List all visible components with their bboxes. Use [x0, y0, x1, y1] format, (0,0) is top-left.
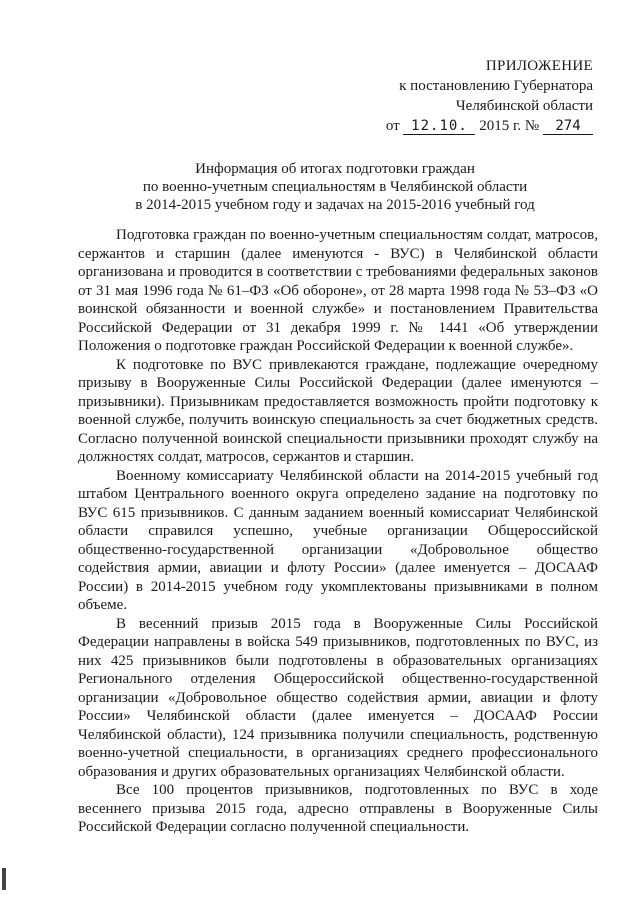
appendix-line-2: Челябинской области: [455, 98, 593, 114]
document-title: [100, 160, 570, 214]
paragraph-2: К подготовке по ВУС привлекаются граждане, подлежащие очередному призыву в Вооруженные Силы Российской Федерации (далее именуются – призывники). Призывникам предоставляется возможность пройти подготовку к военной службе, получить воинскую специальность за счет бюджетных средств. Согласно полученной воинской специальности призывники проходят службу на должностях солдат, матросов, сержантов и старшин.: [78, 356, 598, 465]
year-text: 2015 г. №: [479, 118, 540, 134]
paragraph-3: Военному комиссариату Челябинской области на 2014-2015 учебный год штабом Центрального военного округа определено задание на подготовку по ВУС 615 призывников. С данным заданием военный комиссариат Челябинской области справился успешно, учебные организации Общероссийской общественно-государственной организации «Добровольное общество содействия армии, авиации и флоту России» (далее именуется – ДОСААФ России) в 2014-2015 учебном году укомплектованы призывниками в полном объеме.: [78, 467, 598, 613]
handwritten-number: 274: [543, 118, 593, 135]
document-title-line-1: Информация об итогах подготовки граждан: [195, 161, 475, 177]
document-body: [78, 226, 598, 837]
appendix-block: [386, 56, 593, 136]
date-prefix: от: [385, 118, 400, 134]
appendix-line-1: к постановлению Губернатора: [399, 78, 593, 94]
paragraph-4: В весенний призыв 2015 года в Вооруженные Силы Российской Федерации направлены в войска 549 призывников, подготовленных по ВУС, из них 425 призывников были подготовлены в образовательных организациях Регионального отделения Общероссийской общественно-государственной организации «Добровольное общество содействия армии, авиации и флоту России» Челябинской области (далее именуется – ДОСААФ России Челябинской области), 124 призывника получили специальность, родственную военно-учетной специальности, в организациях среднего профессионального образования и других образовательных организациях Челябинской области.: [78, 615, 598, 780]
paragraph-1: Подготовка граждан по военно-учетным специальностям солдат, матросов, сержантов и старшин (далее именуются - ВУС) в Челябинской области организована и проводится в соответствии с требованиями федеральных законов от 31 мая 1996 года № 61–ФЗ «Об обороне», от 28 марта 1998 года № 53–ФЗ «О воинской обязанности и военной службе» и постановлением Правительства Российской Федерации от 31 декабря 1999 г. № 1441 «Об утверждении Положения о подготовке граждан Российской Федерации к военной службе».: [78, 227, 598, 354]
document-title-line-2: по военно-учетным специальностям в Челябинской области: [142, 179, 528, 195]
scan-artifact: [2, 868, 6, 890]
appendix-title: ПРИЛОЖЕНИЕ: [485, 58, 593, 74]
paragraph-5: Все 100 процентов призывников, подготовленных по ВУС в ходе весеннего призыва 2015 года, адресно отправлены в Вооруженные Силы Российской Федерации согласно полученной специальности.: [78, 782, 598, 835]
appendix-date-line: [386, 116, 593, 136]
handwritten-date: 12.10.: [403, 118, 475, 135]
document-title-line-3: в 2014-2015 учебном году и задачах на 2015-2016 учебный год: [135, 197, 535, 213]
